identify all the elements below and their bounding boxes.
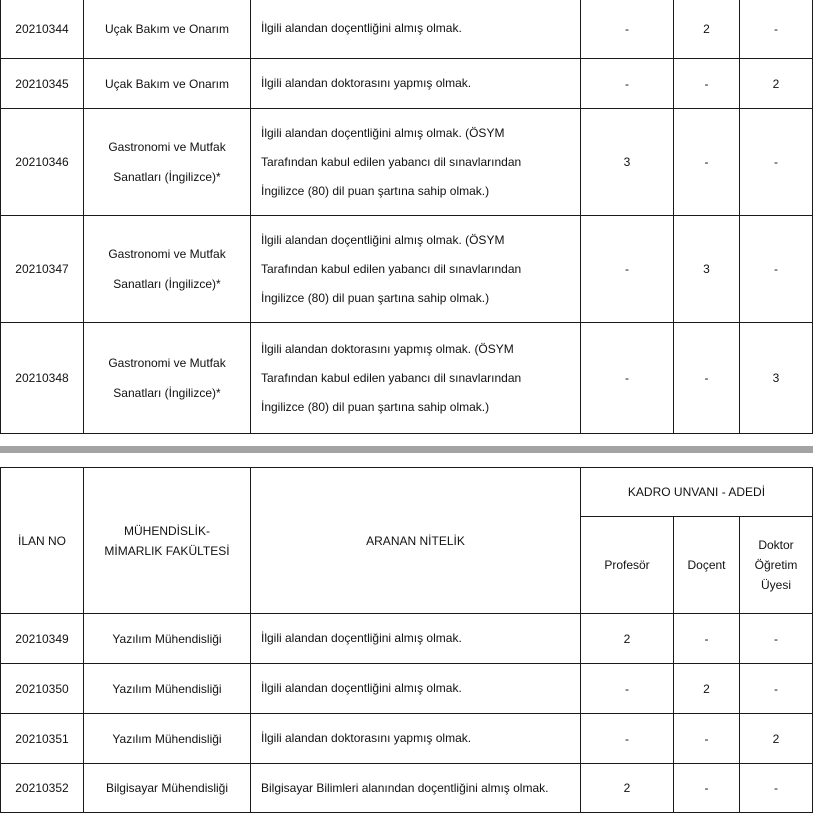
program-cell-line: Uçak Bakım ve Onarım: [104, 76, 230, 91]
table-row: [1, 0, 813, 59]
requirement-cell: [251, 216, 581, 323]
header-doktor-ogretim-uyesi: [740, 517, 813, 614]
docent-count-cell: -: [674, 323, 740, 434]
docent-count-cell: 3: [674, 216, 740, 323]
doktor-count-cell: -: [740, 664, 813, 714]
header-faculty-line: MİMARLIK FAKÜLTESİ: [104, 543, 230, 558]
requirement-cell-line: İlgili alandan doktorasını yapmış olmak. (ÖSYM: [261, 341, 514, 356]
program-cell: [84, 764, 251, 813]
requirement-cell: [251, 323, 581, 434]
doktor-count-cell: -: [740, 0, 813, 59]
profesor-count-cell: -: [581, 714, 674, 764]
profesor-count-cell: -: [581, 323, 674, 434]
program-cell: [84, 0, 251, 59]
ilan-no-cell: 20210351: [1, 714, 84, 764]
requirement-cell-line: İngilizce (80) dil puan şartına sahip olmak.): [261, 290, 490, 305]
ilan-no-cell: 20210350: [1, 664, 84, 714]
program-cell: [84, 109, 251, 216]
program-cell-line: Sanatları (İngilizce)*: [113, 170, 221, 184]
requirement-cell-line: İlgili alandan doçentliğini almış olmak.: [261, 681, 462, 695]
table-row: [1, 109, 813, 216]
requirement-cell-line: İlgili alandan doçentliğini almış olmak.: [261, 21, 462, 35]
doktor-count-cell: 2: [740, 714, 813, 764]
requirement-cell: [251, 714, 581, 764]
docent-count-cell: 2: [674, 664, 740, 714]
program-cell-line: Yazılım Mühendisliği: [112, 731, 222, 746]
program-cell-line: Gastronomi ve Mutfak: [108, 356, 226, 370]
header-profesor: Profesör: [581, 517, 674, 614]
table-header: [1, 468, 813, 614]
profesor-count-cell: -: [581, 216, 674, 323]
program-cell-line: Yazılım Mühendisliği: [112, 631, 222, 646]
requirement-cell: [251, 664, 581, 714]
docent-count-cell: -: [674, 614, 740, 664]
requirement-cell-line: İlgili alandan doktorasını yapmış olmak.: [261, 76, 472, 90]
table-row: [1, 216, 813, 323]
requirement-cell-line: Tarafından kabul edilen yabancı dil sınavlarından: [261, 370, 522, 385]
doktor-count-cell: 3: [740, 323, 813, 434]
docent-count-cell: -: [674, 714, 740, 764]
program-cell-line: Sanatları (İngilizce)*: [113, 277, 221, 291]
program-cell-line: Uçak Bakım ve Onarım: [104, 21, 230, 36]
doktor-count-cell: -: [740, 109, 813, 216]
requirement-cell: [251, 614, 581, 664]
announcement-table-bottom: [0, 467, 813, 813]
header-faculty-line: MÜHENDİSLİK-: [123, 523, 210, 538]
header-docent: Doçent: [674, 517, 740, 614]
profesor-count-cell: 2: [581, 614, 674, 664]
requirement-cell-line: Tarafından kabul edilen yabancı dil sınavlarından: [261, 261, 522, 276]
profesor-count-cell: -: [581, 0, 674, 59]
requirement-cell-line: İlgili alandan doçentliğini almış olmak.: [261, 631, 462, 645]
doktor-count-cell: -: [740, 216, 813, 323]
table-row: [1, 714, 813, 764]
requirement-cell-line: İlgili alandan doçentliğini almış olmak. (ÖSYM: [261, 232, 505, 247]
program-cell-line: Bilgisayar Mühendisliği: [105, 781, 229, 795]
section-divider: [0, 446, 813, 453]
ilan-no-cell: 20210346: [1, 109, 84, 216]
program-cell-line: Yazılım Mühendisliği: [112, 681, 222, 696]
requirement-cell: [251, 59, 581, 109]
program-cell: [84, 614, 251, 664]
table-row: [1, 764, 813, 813]
profesor-count-cell: 3: [581, 109, 674, 216]
ilan-no-cell: 20210344: [1, 0, 84, 59]
program-cell: [84, 59, 251, 109]
program-cell-line: Gastronomi ve Mutfak: [108, 247, 226, 261]
requirement-cell: [251, 764, 581, 813]
program-cell: [84, 323, 251, 434]
requirement-cell-line: İlgili alandan doktorasını yapmış olmak.: [261, 731, 472, 745]
ilan-no-cell: 20210348: [1, 323, 84, 434]
requirement-cell-line: Bilgisayar Bilimleri alanından doçentliğini almış olmak.: [261, 780, 549, 795]
docent-count-cell: -: [674, 59, 740, 109]
table-row: [1, 614, 813, 664]
header-doktor-line: Öğretim: [754, 558, 798, 572]
docent-count-cell: -: [674, 109, 740, 216]
requirement-cell: [251, 109, 581, 216]
requirement-cell-line: Tarafından kabul edilen yabancı dil sınavlarından: [261, 154, 522, 169]
doktor-count-cell: -: [740, 764, 813, 813]
header-row-1: [1, 468, 813, 517]
header-ilan-no: İLAN NO: [1, 468, 84, 614]
doktor-count-cell: -: [740, 614, 813, 664]
table-top-body: [1, 0, 813, 434]
header-faculty: [84, 468, 251, 614]
profesor-count-cell: -: [581, 59, 674, 109]
header-kadro-unvani: KADRO UNVANI - ADEDİ: [581, 468, 813, 517]
requirement-cell-line: İngilizce (80) dil puan şartına sahip olmak.): [261, 183, 490, 198]
table-bottom-body: [1, 614, 813, 813]
requirement-cell: [251, 0, 581, 59]
ilan-no-cell: 20210347: [1, 216, 84, 323]
docent-count-cell: -: [674, 764, 740, 813]
doktor-count-cell: 2: [740, 59, 813, 109]
ilan-no-cell: 20210345: [1, 59, 84, 109]
ilan-no-cell: 20210349: [1, 614, 84, 664]
program-cell: [84, 664, 251, 714]
requirement-cell-line: İngilizce (80) dil puan şartına sahip olmak.): [261, 399, 490, 414]
requirement-cell-line: İlgili alandan doçentliğini almış olmak. (ÖSYM: [261, 125, 505, 140]
docent-count-cell: 2: [674, 0, 740, 59]
program-cell: [84, 216, 251, 323]
header-aranan-nitelik: ARANAN NİTELİK: [251, 468, 581, 614]
program-cell: [84, 714, 251, 764]
profesor-count-cell: -: [581, 664, 674, 714]
table-row: [1, 323, 813, 434]
program-cell-line: Sanatları (İngilizce)*: [113, 386, 221, 400]
ilan-no-cell: 20210352: [1, 764, 84, 813]
header-doktor-line: Doktor: [758, 538, 794, 552]
program-cell-line: Gastronomi ve Mutfak: [108, 140, 226, 154]
profesor-count-cell: 2: [581, 764, 674, 813]
table-row: [1, 59, 813, 109]
header-doktor-line: Üyesi: [760, 578, 791, 592]
table-row: [1, 664, 813, 714]
